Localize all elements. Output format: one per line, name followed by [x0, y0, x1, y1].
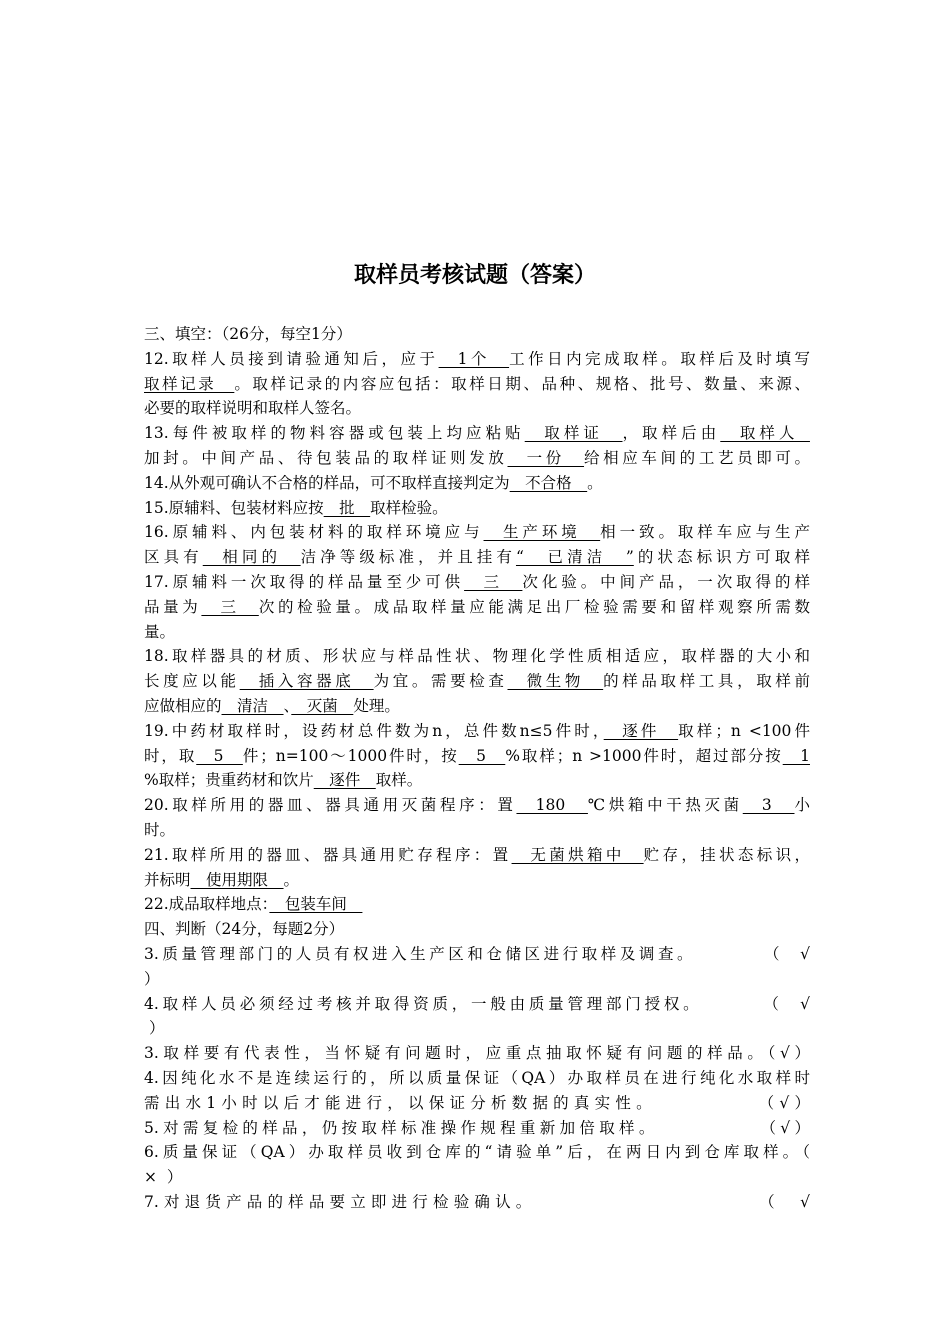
answer-blank: 取样证: [524, 424, 623, 443]
question-12-line-2: 取样记录 。取样记录的内容应包括：取样日期、品种、规格、批号、数量、来源、: [144, 374, 810, 393]
answer-mark: √: [780, 1118, 791, 1137]
fill-section-heading: 三、填空：（26分，每空1分）: [144, 325, 352, 343]
question-13-line-1: 13.每件被取样的物料容器或包装上均应粘贴 取样证 ，取样后由 取样人: [144, 424, 810, 443]
answer-blank: 5: [196, 746, 243, 765]
judge-section-heading: 四、判断（24分，每题2分）: [144, 920, 345, 939]
judge-item-2-line-2: ）: [148, 1019, 165, 1038]
document-body: [144, 322, 810, 1215]
answer-blank: 相同的: [202, 548, 301, 567]
answer-blank: 三: [201, 597, 259, 616]
answer-blank: 1: [782, 746, 810, 765]
answer-blank: 3: [742, 796, 795, 815]
question-16-line-1: 16.原辅料、内包装材料的取样环境应与 生产环境 相一致。取样车应与生产: [144, 523, 810, 542]
answer-mark: ×: [144, 1168, 157, 1187]
answer-blank: 灭菌: [291, 696, 354, 715]
question-15: 15.原辅料、包装材料应按 批 取样检验。: [144, 498, 448, 517]
question-18-line-3: 应做相应的 清洁 、 灭菌 处理。: [144, 696, 400, 715]
question-18-line-1: 18.取样器具的材质、形状应与样品性状、物理化学性质相适应，取样器的大小和: [144, 647, 810, 666]
page-title: 取样员考核试题（答案）: [353, 263, 596, 288]
judge-item-1-line-2: ）: [144, 969, 160, 988]
answer-blank: 一份: [507, 448, 585, 467]
judge-item-1-line-1: 3.质量管理部门的人员有权进入生产区和仓储区进行取样及调查。 （ √: [144, 942, 810, 967]
answer-blank: 1个: [438, 349, 510, 368]
question-19-line-3: %取样；贵重药材和饮片 逐件 取样。: [144, 771, 423, 790]
answer-blank: 逐件: [603, 721, 679, 740]
answer-blank: “ 已清洁 ”: [515, 548, 634, 567]
question-20-line-2: 时。: [144, 820, 176, 839]
question-14: 14.从外观可确认不合格的样品，可不取样直接判定为 不合格 。: [144, 473, 603, 492]
question-17-line-1: 17.原辅料一次取得的样品量至少可供 三 次化验。中间产品，一次取得的样: [144, 572, 810, 591]
judge-item-6-line-2: × ）: [144, 1165, 810, 1190]
question-20-line-1: 20.取样所用的器皿、器具通用灭菌程序：置 180 ℃烘箱中干热灭菌 3 小: [144, 796, 810, 815]
judge-item-3: 3.取样要有代表性，当怀疑有问题时，应重点抽取怀疑有问题的样品。（√）: [144, 1041, 810, 1066]
answer-blank: 插入容器底: [239, 672, 374, 691]
judge-item-5: 5.对需复检的样品，仍按取样标准操作规程重新加倍取样。 （√）: [144, 1116, 810, 1141]
answer-mark: √: [779, 1044, 790, 1063]
question-17-line-2: 品量为 三 次的检验量。成品取样量应能满足出厂检验需要和留样观察所需数: [144, 597, 810, 616]
judge-item-2-line-1: 4.取样人员必须经过考核并取得资质，一般由质量管理部门授权。 （ √: [144, 992, 810, 1017]
answer-blank: 三: [464, 572, 523, 591]
question-12-line-1: 12.取样人员接到请验通知后，应于 1个 工作日内完成取样。取样后及时填写: [144, 349, 810, 368]
answer-blank: 清洁: [221, 696, 284, 715]
answer-blank: 批: [323, 498, 371, 517]
question-19-line-1: 19.中药材取样时，设药材总件数为n，总件数n≤5件时， 逐件 取样；n <100件: [144, 721, 810, 740]
judge-item-4-line-2: 需出水1小时以后才能进行，以保证分析数据的真实性。 （√）: [144, 1091, 810, 1116]
answer-blank: 取样人: [720, 424, 810, 443]
judge-item-7: 7.对退货产品的样品要立即进行检验确认。 （ √: [144, 1190, 810, 1215]
answer-mark: √: [800, 1192, 810, 1211]
answer-blank: 微生物: [507, 672, 604, 691]
question-13-line-2: 加封。中间产品、待包装品的取样证则发放 一份 给相应车间的工艺员即可。: [144, 448, 810, 467]
question-19-line-2: 时，取 5 件；n=100～1000件时，按 5 %取样；n >1000件时，超过部分按 1: [144, 746, 810, 765]
answer-blank: 包装车间: [269, 895, 363, 914]
question-17-line-3: 量。: [144, 622, 176, 641]
answer-blank: 生产环境: [483, 523, 601, 542]
answer-blank: 取样记录: [144, 374, 235, 393]
question-22: 22.成品取样地点： 包装车间: [144, 895, 363, 914]
answer-blank: 使用期限: [190, 870, 284, 889]
answer-mark: √: [800, 994, 810, 1013]
question-21-line-1: 21.取样所用的器皿、器具通用贮存程序：置 无菌烘箱中 贮存，挂状态标识，: [144, 845, 810, 864]
answer-blank: 不合格: [509, 473, 588, 492]
answer-blank: 5: [458, 746, 506, 765]
answer-blank: 无菌烘箱中: [511, 845, 644, 864]
question-16-line-2: 区具有 相同的 洁净等级标准，并且挂有“ 已清洁 ”的状态标识方可取样: [144, 548, 810, 567]
question-12-line-3: 必要的取样说明和取样人签名。: [144, 399, 362, 418]
answer-blank: 逐件: [313, 771, 376, 790]
answer-blank: 180: [516, 796, 588, 815]
judge-item-6-line-1: 6.质量保证（QA）办取样员收到仓库的“请验单”后，在两日内到仓库取样。（: [144, 1143, 810, 1162]
answer-mark: √: [779, 1093, 790, 1112]
question-18-line-2: 长度应以能 插入容器底 为宜。需要检查 微生物 的样品取样工具，取样前: [144, 672, 810, 691]
question-21-line-2: 并标明 使用期限 。: [144, 870, 300, 889]
judge-item-4-line-1: 4.因纯化水不是连续运行的，所以质量保证（QA）办取样员在进行纯化水取样时: [144, 1068, 810, 1087]
answer-mark: √: [800, 944, 810, 963]
